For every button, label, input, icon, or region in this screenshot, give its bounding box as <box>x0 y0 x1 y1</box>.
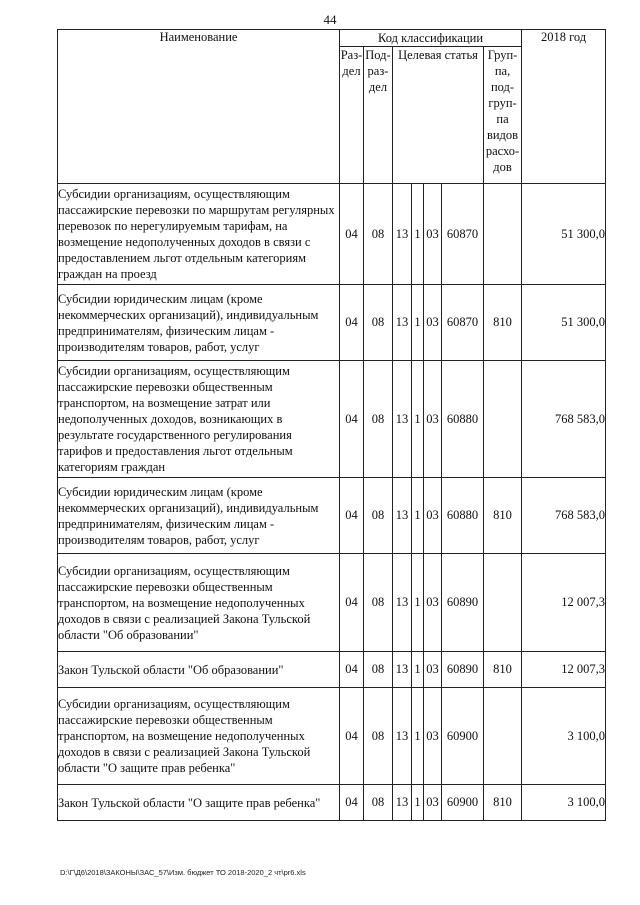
row-razdel: 04 <box>340 361 364 478</box>
table-row <box>58 184 606 285</box>
table-row <box>58 285 606 361</box>
row-target-program: 13 <box>393 184 412 285</box>
row-target-event: 03 <box>424 184 442 285</box>
header-podrazdel: Под- раз- дел <box>364 47 393 184</box>
row-group: 810 <box>484 652 522 688</box>
table-row <box>58 688 606 785</box>
row-podrazdel: 08 <box>364 361 393 478</box>
row-target-subprogram: 1 <box>412 554 424 652</box>
row-group <box>484 184 522 285</box>
row-group: 810 <box>484 478 522 554</box>
row-razdel: 04 <box>340 554 364 652</box>
row-name: Субсидии организациям, осуществляющим пассажирские перевозки общественным транспортом, на возмещение недополученных доходов в связи с реализацией Закона Тульской области "Об образовании" <box>58 554 340 652</box>
row-name: Субсидии юридическим лицам (кроме некоммерческих организаций), индивидуальным предпринимателям, физическим лицам - производителям товаров, работ, услуг <box>58 478 340 554</box>
header-name: Наименование <box>58 30 340 184</box>
row-target-subprogram: 1 <box>412 652 424 688</box>
row-target-program: 13 <box>393 554 412 652</box>
file-path-footer: D:\Г\Д6\2018\ЗАКОНЫ\ЗАС_57\Изм. бюджет ТО 2018-2020_2 чт\pr6.xls <box>60 868 306 877</box>
row-amount: 768 583,0 <box>522 361 606 478</box>
row-podrazdel: 08 <box>364 652 393 688</box>
row-target-code: 60870 <box>442 285 484 361</box>
row-podrazdel: 08 <box>364 785 393 821</box>
row-name: Субсидии юридическим лицам (кроме некоммерческих организаций), индивидуальным предпринимателям, физическим лицам - производителям товаров, работ, услуг <box>58 285 340 361</box>
row-target-subprogram: 1 <box>412 688 424 785</box>
row-razdel: 04 <box>340 688 364 785</box>
row-razdel: 04 <box>340 652 364 688</box>
row-podrazdel: 08 <box>364 478 393 554</box>
row-name: Субсидии организациям, осуществляющим пассажирские перевозки по маршрутам регулярных перевозок по нерегулируемым тарифам, на возмещение недополученных доходов в связи с предоставлением льгот отдельным категориям граждан на проезд <box>58 184 340 285</box>
row-target-code: 60890 <box>442 554 484 652</box>
row-amount: 51 300,0 <box>522 285 606 361</box>
row-target-event: 03 <box>424 478 442 554</box>
row-target-program: 13 <box>393 361 412 478</box>
page-number: 44 <box>323 12 337 27</box>
row-target-program: 13 <box>393 688 412 785</box>
row-podrazdel: 08 <box>364 285 393 361</box>
row-target-event: 03 <box>424 688 442 785</box>
row-razdel: 04 <box>340 785 364 821</box>
row-target-subprogram: 1 <box>412 361 424 478</box>
row-target-event: 03 <box>424 361 442 478</box>
table-row <box>58 652 606 688</box>
table-row <box>58 478 606 554</box>
row-target-event: 03 <box>424 554 442 652</box>
row-target-code: 60900 <box>442 688 484 785</box>
row-target-code: 60880 <box>442 478 484 554</box>
row-target-code: 60870 <box>442 184 484 285</box>
row-target-code: 60890 <box>442 652 484 688</box>
row-amount: 3 100,0 <box>522 688 606 785</box>
row-amount: 3 100,0 <box>522 785 606 821</box>
row-amount: 768 583,0 <box>522 478 606 554</box>
row-razdel: 04 <box>340 184 364 285</box>
row-group <box>484 554 522 652</box>
row-target-subprogram: 1 <box>412 184 424 285</box>
budget-table <box>57 29 606 821</box>
table-row <box>58 554 606 652</box>
row-target-subprogram: 1 <box>412 285 424 361</box>
row-podrazdel: 08 <box>364 688 393 785</box>
row-group <box>484 361 522 478</box>
row-group: 810 <box>484 285 522 361</box>
row-target-event: 03 <box>424 652 442 688</box>
row-target-subprogram: 1 <box>412 478 424 554</box>
row-target-code: 60900 <box>442 785 484 821</box>
header-year: 2018 год <box>522 30 606 184</box>
row-amount: 51 300,0 <box>522 184 606 285</box>
row-group <box>484 688 522 785</box>
row-group: 810 <box>484 785 522 821</box>
row-amount: 12 007,3 <box>522 554 606 652</box>
table-row <box>58 785 606 821</box>
row-razdel: 04 <box>340 478 364 554</box>
row-name: Субсидии организациям, осуществляющим пассажирские перевозки общественным транспортом, на возмещение затрат или недополученных доходов, возникающих в результате государственного регулирования тарифов и предоставления льгот отдельным категориям граждан <box>58 361 340 478</box>
header-code-group: Код классификации <box>340 30 522 47</box>
row-podrazdel: 08 <box>364 184 393 285</box>
row-name: Закон Тульской области "О защите прав ребенка" <box>58 785 340 821</box>
row-target-program: 13 <box>393 478 412 554</box>
header-target: Целевая статья <box>393 47 484 184</box>
row-amount: 12 007,3 <box>522 652 606 688</box>
row-target-subprogram: 1 <box>412 785 424 821</box>
row-target-program: 13 <box>393 785 412 821</box>
row-podrazdel: 08 <box>364 554 393 652</box>
row-target-code: 60880 <box>442 361 484 478</box>
header-group: Груп- па, под- груп- па видов расхо- дов <box>484 47 522 184</box>
row-target-event: 03 <box>424 285 442 361</box>
row-target-program: 13 <box>393 285 412 361</box>
row-target-event: 03 <box>424 785 442 821</box>
table-row <box>58 361 606 478</box>
row-name: Субсидии организациям, осуществляющим пассажирские перевозки общественным транспортом, на возмещение недополученных доходов в связи с реализацией Закона Тульской области "О защите прав ребенка" <box>58 688 340 785</box>
row-target-program: 13 <box>393 652 412 688</box>
header-razdel: Раз- дел <box>340 47 364 184</box>
row-razdel: 04 <box>340 285 364 361</box>
row-name: Закон Тульской области "Об образовании" <box>58 652 340 688</box>
